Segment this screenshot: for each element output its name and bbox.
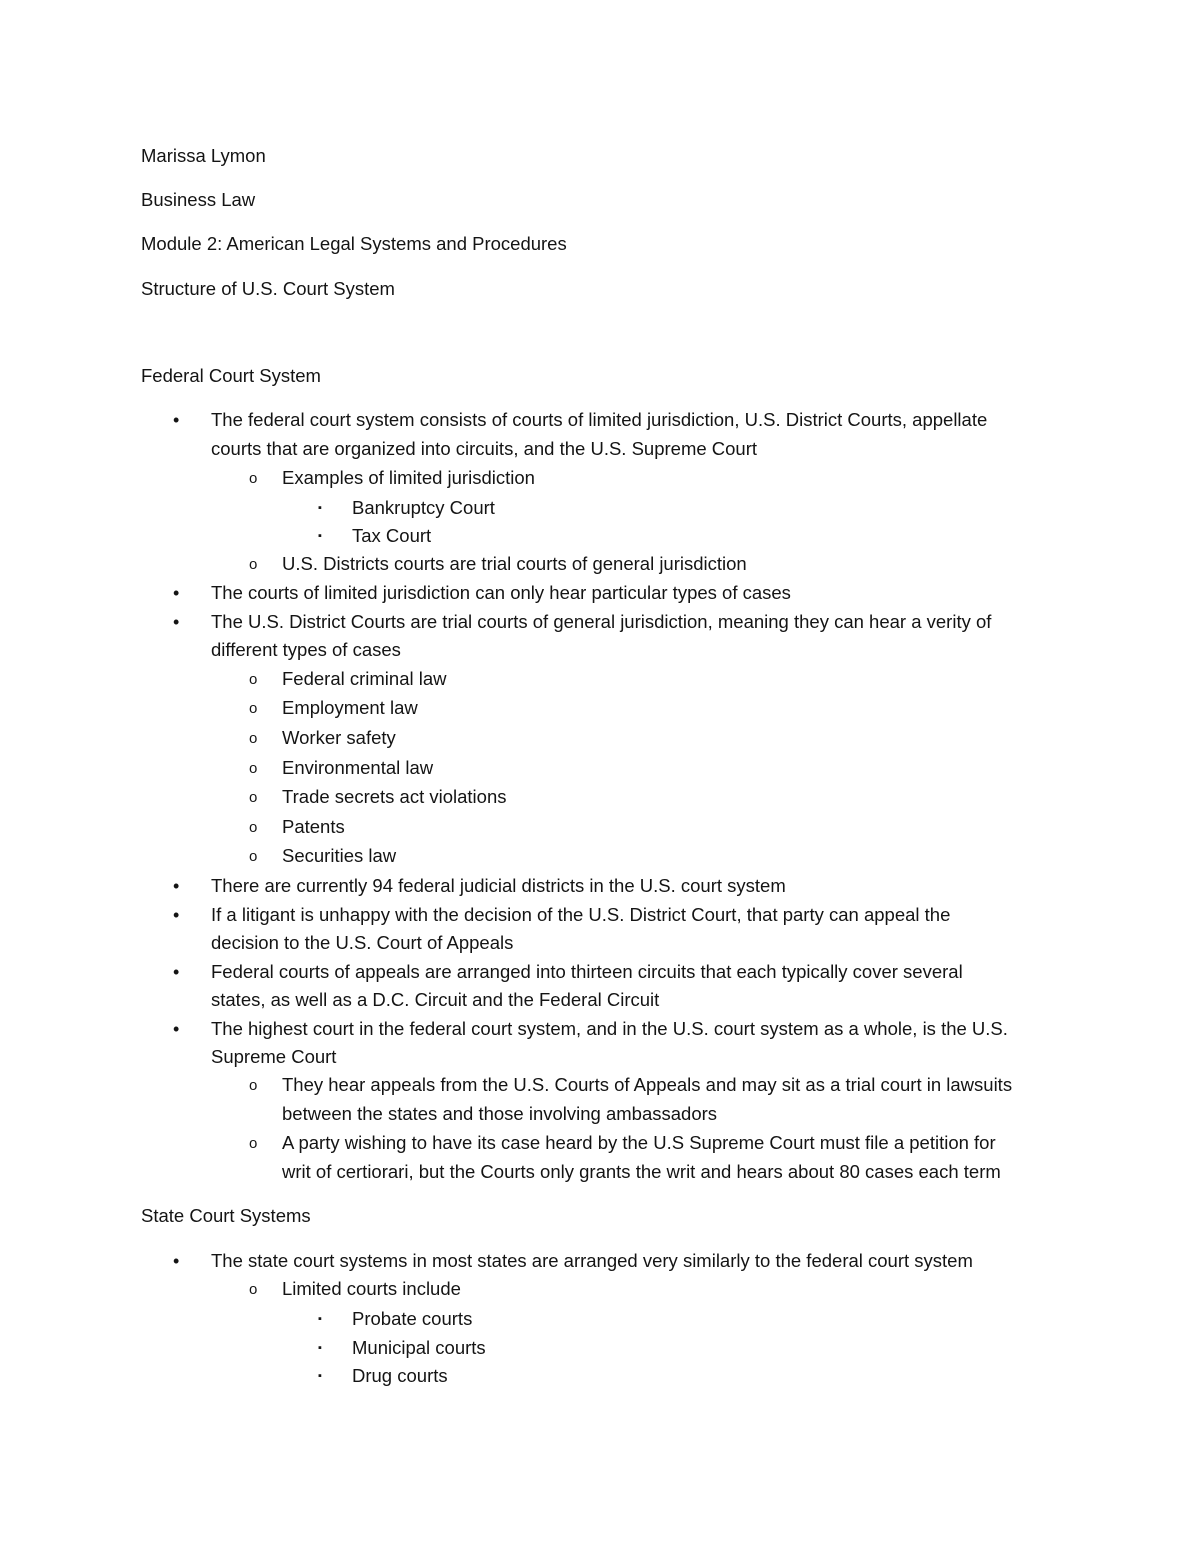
federal-case-type: Environmental law [282, 757, 434, 778]
federal-bullet-4: There are currently 94 federal judicial districts in the U.S. court system [211, 875, 786, 896]
section-heading-federal: Federal Court System [141, 365, 321, 386]
state-bullet-1: The state court systems in most states are arranged very similarly to the federal court system [211, 1250, 973, 1271]
bullet-circle: o [249, 556, 258, 573]
federal-sub-certiorari-line-1: A party wishing to have its case heard by the U.S Supreme Court must file a petition for [282, 1132, 996, 1153]
federal-bullet-5-line-2: decision to the U.S. Court of Appeals [211, 932, 514, 953]
bullet-disc: • [173, 962, 180, 982]
state-limited-court: Drug courts [352, 1365, 448, 1386]
course-name: Business Law [141, 189, 256, 210]
federal-sub-certiorari-line-2: writ of certiorari, but the Courts only grants the writ and hears about 80 cases each term [282, 1161, 1001, 1182]
state-sub-limited-courts: Limited courts include [282, 1278, 461, 1299]
bullet-disc: • [173, 1251, 180, 1271]
bullet-disc: • [173, 876, 180, 896]
federal-case-type: Federal criminal law [282, 668, 447, 689]
state-limited-court: Probate courts [352, 1308, 473, 1329]
bullet-circle: o [249, 1077, 258, 1094]
bullet-circle: o [249, 789, 258, 806]
federal-bullet-1-line-1: The federal court system consists of courts of limited jurisdiction, U.S. District Courts, appellate [211, 409, 988, 430]
bullet-disc: • [173, 410, 180, 430]
bullet-circle: o [249, 700, 258, 717]
federal-bullet-5-line-1: If a litigant is unhappy with the decision of the U.S. District Court, that party can appeal the [211, 904, 951, 925]
federal-subsub-bankruptcy: Bankruptcy Court [352, 497, 495, 518]
document-topic: Structure of U.S. Court System [141, 278, 395, 299]
federal-bullet-2: The courts of limited jurisdiction can only hear particular types of cases [211, 582, 791, 603]
federal-case-type: Worker safety [282, 727, 396, 748]
bullet-circle: o [249, 819, 258, 836]
federal-case-type: Securities law [282, 845, 397, 866]
bullet-disc: • [173, 1019, 180, 1039]
state-limited-court: Municipal courts [352, 1337, 486, 1358]
bullet-square: ▪ [318, 502, 322, 514]
bullet-circle: o [249, 760, 258, 777]
bullet-circle: o [249, 1281, 258, 1298]
federal-sub-district-general: U.S. Districts courts are trial courts of general jurisdiction [282, 553, 747, 574]
bullet-square: ▪ [318, 1342, 322, 1354]
bullet-circle: o [249, 671, 258, 688]
federal-sub-appeals-line-1: They hear appeals from the U.S. Courts of Appeals and may sit as a trial court in lawsuits [282, 1074, 1013, 1095]
federal-subsub-tax: Tax Court [352, 525, 432, 546]
federal-bullet-3-line-2: different types of cases [211, 639, 401, 660]
author-name: Marissa Lymon [141, 145, 266, 166]
federal-bullet-7-line-1: The highest court in the federal court system, and in the U.S. court system as a whole, is the U.S. [211, 1018, 1008, 1039]
module-title: Module 2: American Legal Systems and Procedures [141, 233, 567, 254]
bullet-disc: • [173, 583, 180, 603]
bullet-disc: • [173, 905, 180, 925]
federal-case-type: Patents [282, 816, 345, 837]
bullet-square: ▪ [318, 1313, 322, 1325]
bullet-disc: • [173, 612, 180, 632]
bullet-circle: o [249, 1135, 258, 1152]
bullet-circle: o [249, 470, 258, 487]
federal-sub-limited-examples: Examples of limited jurisdiction [282, 467, 535, 488]
federal-bullet-3-line-1: The U.S. District Courts are trial courts of general jurisdiction, meaning they can hear a verity of [211, 611, 992, 632]
federal-bullet-6-line-2: states, as well as a D.C. Circuit and the Federal Circuit [211, 989, 660, 1010]
federal-case-type: Employment law [282, 697, 418, 718]
federal-bullet-1-line-2: courts that are organized into circuits, and the U.S. Supreme Court [211, 438, 758, 459]
federal-sub-appeals-line-2: between the states and those involving ambassadors [282, 1103, 718, 1124]
federal-bullet-7-line-2: Supreme Court [211, 1046, 337, 1067]
bullet-square: ▪ [318, 530, 322, 542]
federal-bullet-6-line-1: Federal courts of appeals are arranged into thirteen circuits that each typically cover several [211, 961, 963, 982]
bullet-square: ▪ [318, 1370, 322, 1382]
bullet-circle: o [249, 848, 258, 865]
federal-case-type: Trade secrets act violations [282, 786, 507, 807]
section-heading-state: State Court Systems [141, 1205, 311, 1226]
bullet-circle: o [249, 730, 258, 747]
